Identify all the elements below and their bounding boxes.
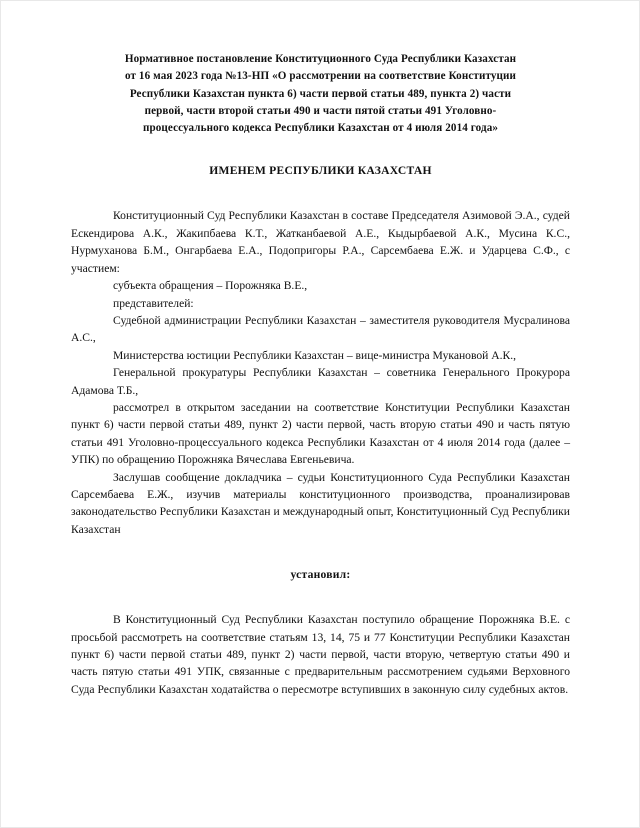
document-content bbox=[71, 0, 570, 698]
paragraph-heard-rapporteur: Заслушав сообщение докладчика – судьи Конституционного Суда Республики Казахстан Сарсембаева Е.Ж., изучив материалы конституционного производства, проанализировав законодательство Республики Казахстан и международный опыт, Конституционный Суд Республики Казахстан bbox=[71, 470, 570, 536]
heading-in-name-of-republic: ИМЕНЕМ РЕСПУБЛИКИ КАЗАХСТАН bbox=[209, 164, 432, 178]
paragraph-subject-of-appeal: субъекта обращения – Порожняка В.Е., bbox=[113, 279, 308, 293]
heading-established: установил: bbox=[290, 568, 351, 582]
document-title-line: Нормативное постановление Конституционного Суда Республики Казахстан bbox=[124, 53, 517, 65]
paragraph-appeal-received: В Конституционный Суд Республики Казахстан поступило обращение Порожняка В.Е. с просьбой рассмотреть на соответствие статьям 13, 14, 75 и 77 Конституции Республики Казахстан пункт 6) части первой статьи 489, пункт 2) части первой, части вторую, четвертую статьи 490 и часть пятую статьи 491 УПК, связанные с предварительным рассмотрением судьями Верховного Суда Республики Казахстан ходатайства о пересмотре вступивших в законную силу судебных актов. bbox=[71, 613, 570, 696]
document-title-line: процессуального кодекса Республики Казахстан от 4 июля 2014 года» bbox=[142, 122, 499, 135]
document-title bbox=[71, 0, 570, 137]
paragraph-representative-ministry-of-justice: Министерства юстиции Республики Казахстан – вице-министра Мукановой А.К., bbox=[113, 348, 517, 362]
paragraph-representative-court-administration: Судебной администрации Республики Казахстан – заместителя руководителя Мусралинова А.С., bbox=[71, 313, 570, 345]
paragraph-representatives-label: представителей: bbox=[113, 296, 194, 310]
document-title-line: Республики Казахстан пункта 6) части первой статьи 489, пункта 2) части bbox=[129, 87, 512, 100]
paragraph-considered-in-open-session: рассмотрел в открытом заседании на соответствие Конституции Республики Казахстан пункт 6) части первой статьи 489, пункт 2) части первой, часть вторую статьи 490 и часть пятую статьи 491 Уголовно-процессуального кодекса Республики Казахстан от 4 июля 2014 года (далее – УПК) по обращению Порожняка Вячеслава Евгеньевича. bbox=[71, 400, 570, 467]
paragraph-representative-prosecutor-general: Генеральной прокуратуры Республики Казахстан – советника Генерального Прокурора Адамова Т.Б., bbox=[71, 366, 570, 397]
document-title-line: первой, части второй статьи 490 и части пятой статьи 491 Уголовно- bbox=[144, 104, 497, 117]
document-title-line: от 16 мая 2023 года №13-НП «О рассмотрении на соответствие Конституции bbox=[124, 70, 517, 83]
paragraph-court-composition: Конституционный Суд Республики Казахстан в составе Председателя Азимовой Э.А., судей Ескендирова А.К., Жакипбаева К.Т., Жатканбаевой А.Е., Кыдырбаевой А.К., Мусина К.С., Нурмуханова Б.М., Онгарбаева Е.А., Подопригоры Р.А., Сарсембаева Е.Ж. и Ударцева С.Ф., с участием: bbox=[71, 209, 570, 275]
